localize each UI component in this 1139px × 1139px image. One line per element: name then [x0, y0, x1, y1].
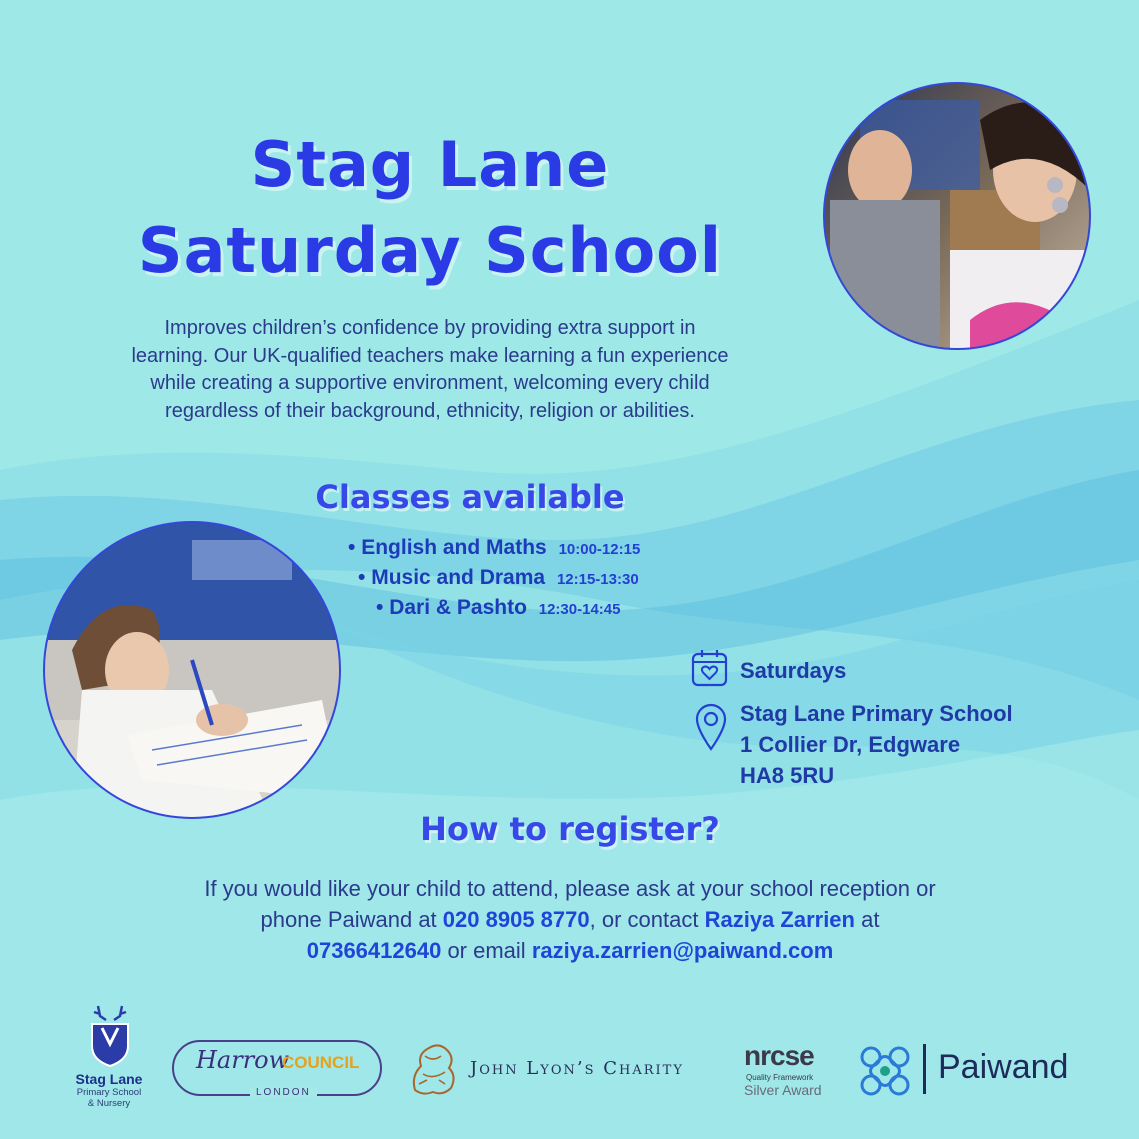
address-line: 1 Collier Dr, Edgware [740, 732, 961, 757]
class-time: 12:30-14:45 [538, 601, 621, 618]
register-line: 07366412640 or email raziya.zarrien@paiwand.com [306, 938, 834, 963]
children-playing-photo [820, 80, 1094, 352]
class-item-dari-pashto [376, 596, 620, 620]
register-text [100, 873, 1040, 966]
address-block [740, 698, 1013, 791]
schedule-day: Saturdays [740, 658, 847, 683]
intro-paragraph [40, 315, 820, 425]
calendar-heart-icon [690, 648, 730, 688]
harrow-council-logo: Harrow COUNCIL [172, 1040, 382, 1096]
john-lyon-logo: John Lyon’s Charity [470, 1058, 684, 1079]
paiwand-knot-icon [857, 1043, 913, 1099]
intro-line: while creating a supportive environment, welcoming every child [150, 372, 710, 394]
intro-line: Improves children’s confidence by providing extra support in [164, 317, 696, 339]
class-name: English and Maths [361, 536, 547, 559]
boy-writing-photo [42, 520, 344, 822]
title-line-2: Saturday School [137, 214, 723, 287]
intro-line: learning. Our UK-qualified teachers make learning a fun experience [131, 344, 729, 367]
class-name: Dari & Pashto [389, 596, 527, 619]
paiwand-divider [923, 1044, 926, 1094]
bullet-icon: • [358, 566, 366, 589]
intro-line: regardless of their background, ethnicity, religion or abilities. [165, 399, 695, 422]
class-item-music-drama [358, 566, 639, 590]
address-line: HA8 5RU [740, 763, 835, 788]
register-heading: How to register? [420, 810, 720, 848]
title-line-1: Stag Lane [250, 128, 610, 201]
register-line: phone Paiwand at 020 8905 8770, or contact Raziya Zarrien at [260, 907, 880, 932]
stag-lane-logo: Stag Lane Primary School & Nursery [75, 1071, 143, 1109]
classes-heading: Classes available [315, 478, 625, 516]
address-line: Stag Lane Primary School [740, 701, 1013, 726]
phone-paiwand[interactable]: 020 8905 8770 [442, 907, 590, 932]
class-item-english-maths [348, 536, 640, 560]
nrcse-logo: nrcse Quality Framework Silver Award [744, 1040, 822, 1098]
location-pin-icon [694, 702, 728, 752]
harrow-london-label: LONDON [250, 1087, 317, 1098]
class-time: 10:00-12:15 [558, 541, 641, 558]
page-title [40, 122, 820, 294]
paiwand-logo: Paiwand [938, 1048, 1069, 1086]
email-link[interactable]: raziya.zarrien@paiwand.com [531, 938, 834, 963]
bullet-icon: • [376, 596, 384, 619]
stag-lane-crest-icon [84, 1002, 136, 1068]
class-name: Music and Drama [371, 566, 546, 589]
register-line: If you would like your child to attend, please ask at your school reception or [204, 876, 936, 901]
lion-crest-icon [405, 1036, 463, 1100]
contact-name: Raziya Zarrien [704, 907, 855, 932]
class-time: 12:15-13:30 [556, 571, 639, 588]
bullet-icon: • [348, 536, 356, 559]
phone-contact[interactable]: 07366412640 [306, 938, 442, 963]
